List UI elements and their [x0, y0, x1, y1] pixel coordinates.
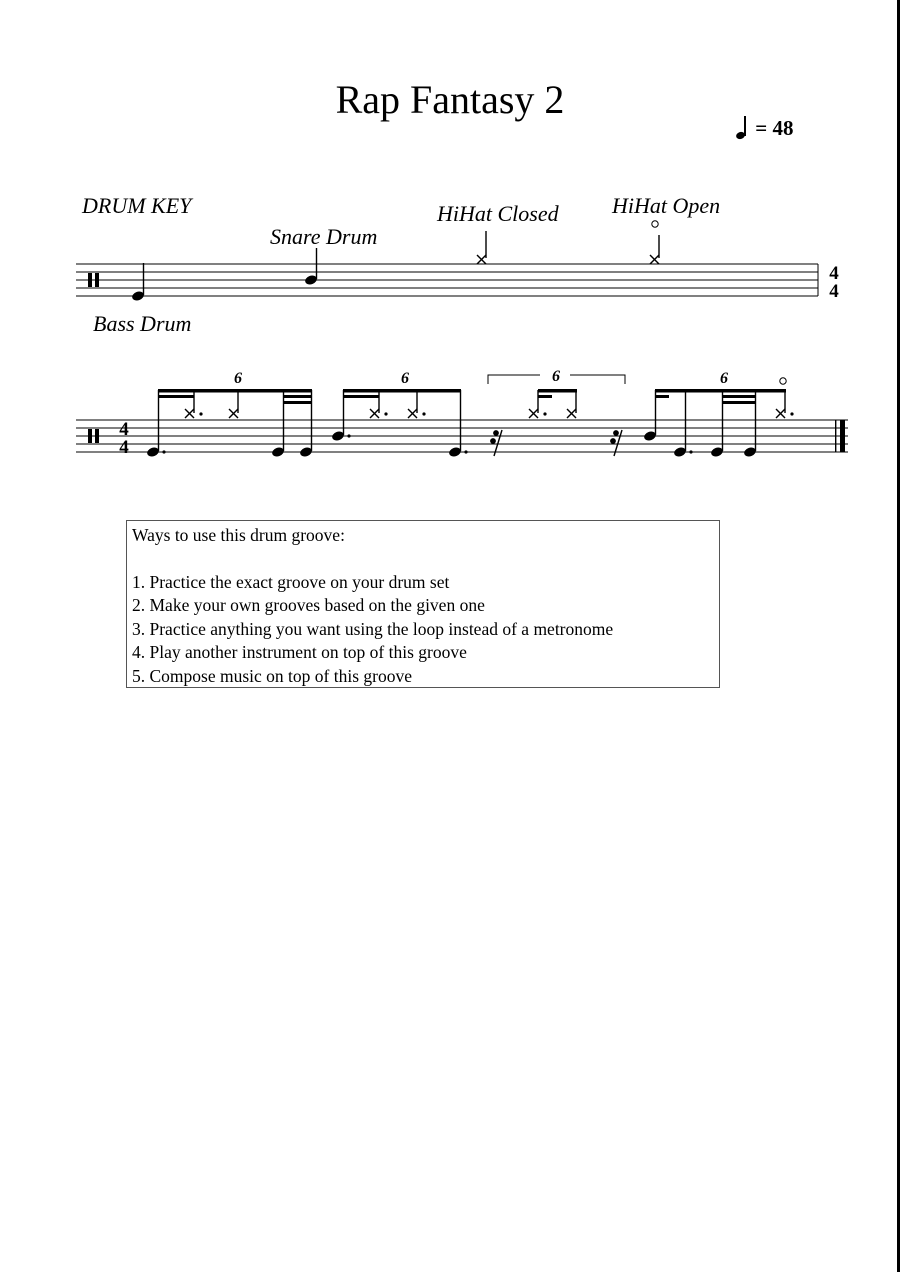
- bass-drum-label: Bass Drum: [93, 311, 192, 336]
- beat-4: [643, 378, 794, 458]
- hihat-closed-label: HiHat Closed: [437, 201, 559, 226]
- key-hihat-open-note: [650, 221, 659, 264]
- snare-drum-label: Snare Drum: [270, 224, 378, 249]
- key-time-signature: [829, 263, 839, 302]
- tuplet-number: 6: [401, 370, 409, 387]
- beat-1: [146, 389, 313, 458]
- drum-key-heading: DRUM KEY: [82, 193, 192, 218]
- info-item: 1. Practice the exact groove on your drum set: [132, 571, 450, 592]
- hihat-open-label: HiHat Open: [612, 193, 721, 218]
- tempo-bpm: 48: [772, 116, 794, 140]
- beat-2: [331, 389, 468, 458]
- info-item: 4. Play another instrument on top of this groove: [132, 642, 467, 662]
- key-timesig-bottom: 4: [829, 281, 839, 302]
- notation: [0, 0, 900, 500]
- info-item: 5. Compose music on top of this groove: [132, 665, 412, 686]
- tuplet-number: 6: [720, 370, 728, 387]
- tempo-equals: =: [755, 116, 768, 140]
- groove-staff: [76, 420, 848, 452]
- page-title: Rap Fantasy 2: [335, 77, 565, 122]
- info-item: 2. Make your own grooves based on the given one: [132, 595, 485, 615]
- key-hihat-closed-note: [477, 231, 486, 264]
- key-timesig-top: 4: [829, 263, 839, 284]
- usage-info-box: [126, 520, 720, 688]
- key-bass-note: [131, 263, 145, 302]
- info-item: 3. Practice anything you want using the loop instead of a metronome: [132, 618, 614, 639]
- groove-time-signature: [119, 419, 129, 458]
- groove-timesig-bottom: 4: [119, 437, 129, 458]
- drum-key-staff: [76, 264, 818, 296]
- groove-timesig-top: 4: [119, 419, 129, 440]
- info-heading: Ways to use this drum groove:: [132, 525, 345, 545]
- tuplet-number: 6: [234, 370, 242, 387]
- key-snare-note: [304, 248, 318, 286]
- tuplet-number: 6: [552, 368, 560, 385]
